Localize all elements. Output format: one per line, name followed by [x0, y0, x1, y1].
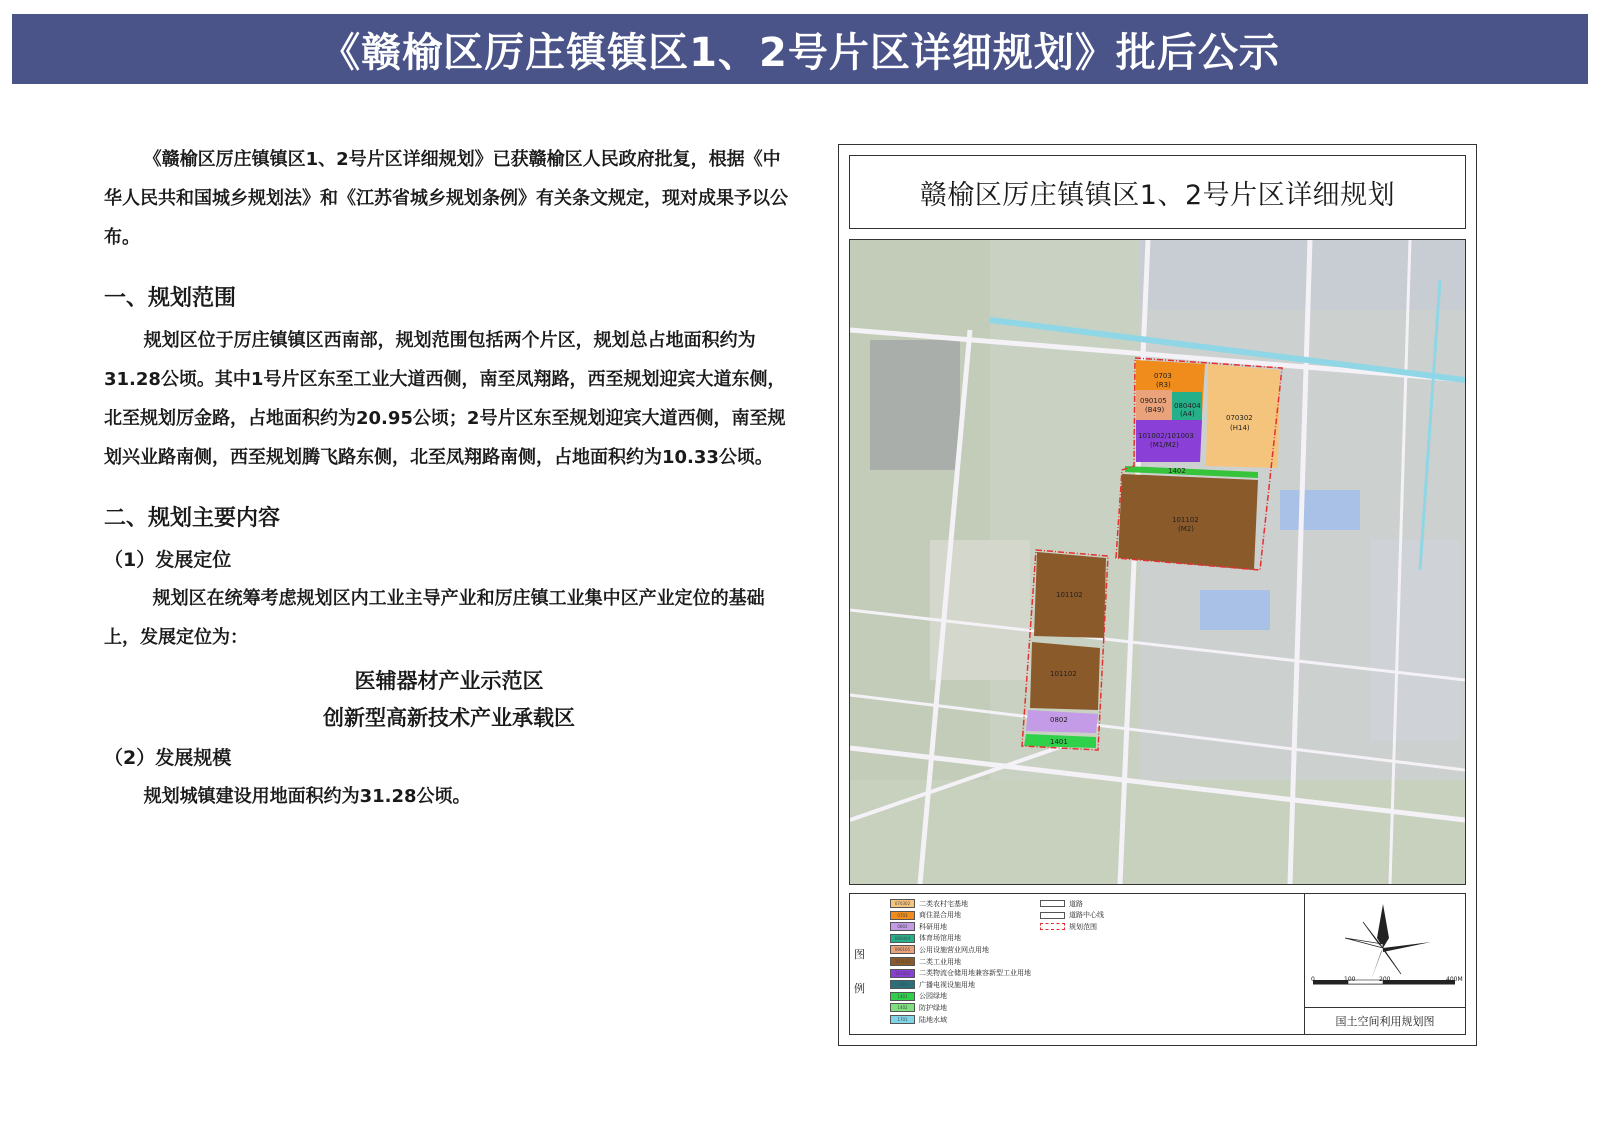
north-arrow-icon: [1305, 894, 1465, 1006]
title-banner: [12, 14, 1588, 84]
parcel-label-101002: 101002/101003: [1138, 432, 1194, 440]
legend-item-label: 二类物流仓储用地兼容新型工业用地: [919, 969, 1031, 978]
parcel-label-1402: 1402: [1168, 467, 1186, 475]
legend-swatch: 101102: [890, 957, 915, 966]
svg-text:(A4): (A4): [1180, 410, 1195, 418]
parcel-label-1401: 1401: [1050, 738, 1068, 746]
legend-item: [890, 921, 947, 932]
legend-item: [890, 910, 961, 921]
legend-item-label: 体育场馆用地: [919, 934, 961, 943]
legend-item-label: 二类工业用地: [919, 957, 961, 966]
legend-item: [890, 933, 961, 944]
legend-item-label: 科研用地: [919, 922, 947, 931]
legend-line-label: 道路中心线: [1069, 911, 1104, 920]
parcel-label-0802: 0802: [1050, 716, 1068, 724]
legend-line-label: 规划范围: [1069, 922, 1097, 931]
section2-heading: 二、规划主要内容: [104, 506, 281, 531]
svg-text:(H14): (H14): [1230, 424, 1250, 432]
map-image: [849, 239, 1466, 885]
legend-line-item: [1040, 898, 1083, 909]
compass-box: 0 100 200 400M 国土空间利用规划图: [1304, 894, 1465, 1034]
legend-swatch: 1310: [890, 980, 915, 989]
map-title-box: [849, 155, 1466, 229]
section1-body: 规划区位于厉庄镇镇区西南部，规划范围包括两个片区，规划总占地面积约为31.28公顷。其中1号片区东至工业大道西侧，南至凤翔路，西至规划迎宾大道东侧，北至规划厉金路，占地面积约为20.95公顷；2号片区东至规划迎宾大道西侧，南至规划兴业路南侧，西至规划腾飞路东侧，北至凤翔路南侧，占地面积约为10.33公顷。: [104, 330, 786, 468]
legend-item: [890, 1014, 947, 1025]
legend-swatch: 0802: [890, 922, 915, 931]
legend-item: [890, 991, 947, 1002]
parcel-label-090105: 090105: [1140, 397, 1167, 405]
legend-line-label: 道路: [1069, 899, 1083, 908]
legend-swatch: 0703: [890, 911, 915, 920]
positioning-line2: 创新型高新技术产业承载区: [323, 706, 575, 730]
legend-item-label: 广播电视设施用地: [919, 980, 975, 989]
land-use-map: [850, 240, 1465, 884]
legend-item-label: 公园绿地: [919, 992, 947, 1001]
intro-paragraph: 《赣榆区厉庄镇镇区1、2号片区详细规划》已获赣榆区人民政府批复，根据《中华人民共和国城乡规划法》和《江苏省城乡规划条例》有关条文规定，现对成果予以公布。: [104, 149, 788, 248]
legend-swatch: 070302: [890, 899, 915, 908]
parcel-label-101102: 101102: [1172, 516, 1199, 524]
map-legend: [849, 893, 1466, 1035]
legend-item: [890, 1002, 947, 1013]
legend-swatch: 080404: [890, 934, 915, 943]
legend-line-item: [1040, 921, 1097, 932]
legend-item-label: 二类农村宅基地: [919, 899, 968, 908]
sub1-body: 规划区在统筹考虑规划区内工业主导产业和厉庄镇工业集中区产业定位的基础上，发展定位为：: [104, 588, 765, 648]
sub1-heading: （1）发展定位: [104, 549, 232, 571]
legend-item: [890, 944, 989, 955]
sub2-body: 规划城镇建设用地面积约为31.28公顷。: [143, 786, 471, 807]
legend-item: [890, 956, 961, 967]
positioning-line1: 医辅器材产业示范区: [354, 669, 544, 693]
legend-swatch: 1701: [890, 1015, 915, 1024]
legend-swatch: 1401: [890, 992, 915, 1001]
section1-heading: 一、规划范围: [104, 286, 237, 311]
legend-swatch: 1402: [890, 1003, 915, 1012]
legend-item-label: 防护绿地: [919, 1003, 947, 1012]
svg-text:(M2): (M2): [1178, 525, 1194, 533]
legend-item-label: 商住混合用地: [919, 911, 961, 920]
legend-item-label: 陆地水域: [919, 1015, 947, 1024]
parcel-label-080404: 080404: [1174, 402, 1201, 410]
legend-label: 图例: [854, 948, 865, 995]
plan-map-board: [838, 144, 1477, 1046]
sub2-heading: （2）发展规模: [104, 747, 232, 769]
map-title: 赣榆区厉庄镇镇区1、2号片区详细规划: [919, 179, 1396, 211]
parcel-label-0703: 0703: [1154, 372, 1172, 380]
map-type-label: 国土空间利用规划图: [1305, 1007, 1465, 1034]
page-title: 《赣榆区厉庄镇镇区1、2号片区详细规划》批后公示: [320, 29, 1280, 76]
svg-text:101102: 101102: [1056, 591, 1083, 599]
legend-swatch: 090105: [890, 945, 915, 954]
parcel-label-070302: 070302: [1226, 414, 1253, 422]
legend-item-label: 公用设施营业网点用地: [919, 945, 989, 954]
notice-text: [104, 140, 794, 816]
legend-line-swatch: [1040, 923, 1065, 930]
svg-text:(B49): (B49): [1145, 406, 1165, 414]
legend-line-swatch: [1040, 912, 1065, 919]
svg-text:101102: 101102: [1050, 670, 1077, 678]
svg-text:(R3): (R3): [1156, 381, 1171, 389]
legend-line-item: [1040, 910, 1104, 921]
legend-item: [890, 898, 968, 909]
legend-item: [890, 968, 1031, 979]
legend-swatch: 101002: [890, 969, 915, 978]
legend-line-swatch: [1040, 900, 1065, 907]
svg-text:(M1/M2): (M1/M2): [1150, 441, 1179, 449]
legend-item: [890, 979, 975, 990]
